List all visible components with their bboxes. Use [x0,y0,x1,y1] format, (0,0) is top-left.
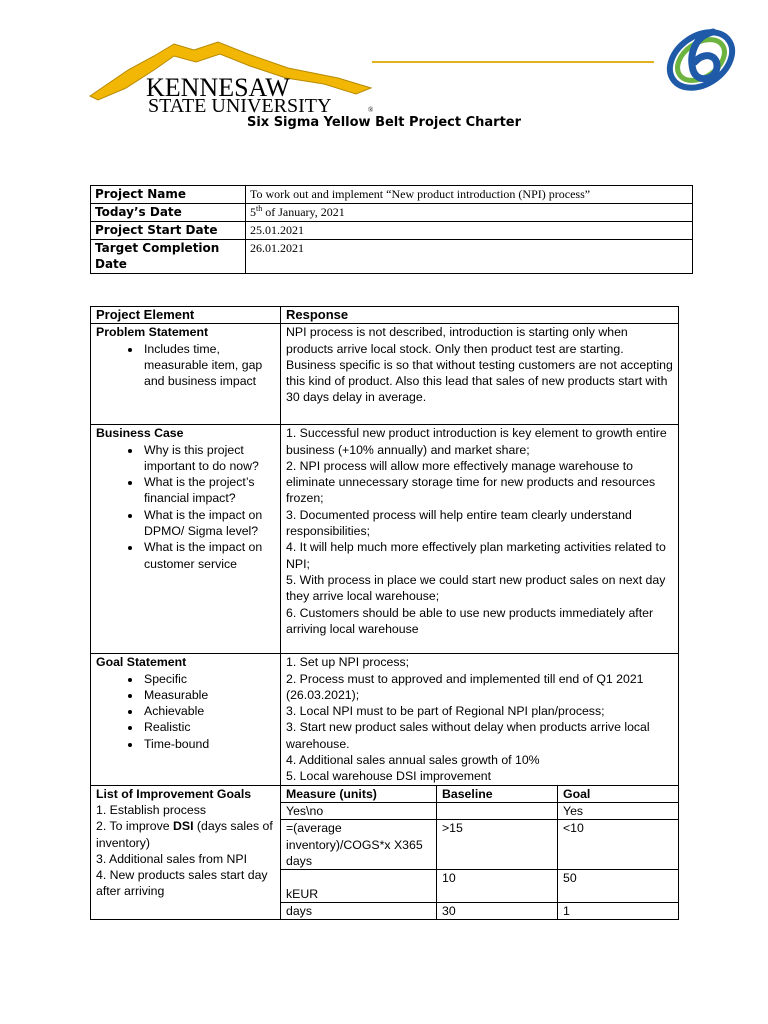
start-date-value: 25.01.2021 [246,222,693,240]
problem-response: NPI process is not described, introduction is starting only when products arrive local stock. Only then product test are starting. Business specific is so that without testing customers are not accepting this kind of product. Also this lead that sales of new products start with 30 days delay in average. [281,324,679,425]
list-item: 3. Additional sales from NPI [96,851,248,866]
list-item: • Specific [142,671,275,687]
list-item: 3. Local NPI must to be part of Regional NPI plan/process; [286,704,605,719]
goal-statement-row [91,654,679,785]
improvement-goals-label: List of Improvement Goals [96,786,252,801]
goal-cell: 1 [558,903,679,920]
goal-cell: <10 [558,820,679,870]
document-title: Six Sigma Yellow Belt Project Charter [246,115,522,130]
project-info-table [90,185,693,274]
baseline-cell [437,802,558,819]
col-measure: Measure (units) [281,785,437,802]
list-item: • Measurable [142,687,275,703]
list-item: • Time-bound [142,736,275,752]
svg-text:®: ® [368,106,374,114]
project-name-value: To work out and implement “New product introduction (NPI) process” [246,186,693,204]
list-item: 2. NPI process will allow more effectively manage warehouse to eliminate unnecessary storage time for new products and resources frozen; [286,458,656,506]
col-goal: Goal [558,785,679,802]
measure-cell: =(average inventory)/COGS*x X365 days [281,820,437,870]
start-date-label: Project Start Date [91,222,246,240]
kennesaw-state-logo [88,40,388,115]
problem-statement-cell [91,324,281,425]
problem-bullets [96,341,275,390]
list-item: 5. With process in place we could start new product sales on next day they arrive local warehouse; [286,572,666,604]
business-case-cell [91,425,281,654]
list-item: • What is the project’s financial impact? [142,474,275,507]
todays-date-label: Today’s Date [91,204,246,222]
col-baseline: Baseline [437,785,558,802]
table-row [91,222,693,240]
header-divider [372,61,654,63]
list-item: 1. Establish process [96,802,207,817]
col-project-element: Project Element [91,307,281,324]
list-item: 1. Successful new product introduction is key element to growth entire business (+10% annually) and market share; [286,426,667,457]
goal-cell: Yes [558,802,679,819]
list-item: 4. It will help much more effectively plan marketing activities related to NPI; [286,540,666,571]
list-item: • What is the impact on DPMO/ Sigma level? [142,507,275,540]
list-item: 4. New products sales start day after arriving [96,868,268,899]
measure-cell: Yes\no [281,802,437,819]
goal-response [281,654,679,785]
business-response [281,425,679,654]
list-item: 2. To improve DSI (days sales of inventory) [96,819,273,850]
problem-statement-label: Problem Statement [96,325,209,340]
list-item: 3. Start new product sales without delay when products arrive local warehouse. [286,720,650,751]
list-item: 6. Customers should be able to use new products immediately after arriving local warehouse [286,605,654,636]
measure-cell: kEUR [281,870,437,903]
baseline-cell: >15 [437,820,558,870]
list-item: 4. Additional sales annual sales growth of 10% [286,753,540,768]
business-case-row [91,425,679,654]
baseline-cell: 30 [437,903,558,920]
target-completion-label: Target Completion Date [91,240,246,274]
table-row [91,204,693,222]
baseline-cell: 10 [437,870,558,903]
goal-statement-cell [91,654,281,785]
table-header-row [91,307,679,324]
list-item: 5. Local warehouse DSI improvement [286,769,492,784]
list-item: • Achievable [142,703,275,719]
list-item: 3. Documented process will help entire team clearly understand responsibilities; [286,507,632,539]
project-name-label: Project Name [91,186,246,204]
list-item: 2. Process must to approved and implemented till end of Q1 2021 (26.03.2021); [286,671,644,702]
business-bullets [96,442,275,572]
list-item: 1. Set up NPI process; [286,655,410,670]
col-response: Response [281,307,679,324]
list-item: • What is the impact on customer service [142,539,275,572]
problem-statement-row [91,324,679,425]
todays-date-value: 5th of January, 2021 [246,204,693,222]
goal-bullets [96,671,275,752]
ksu-line2: STATE UNIVERSITY [148,95,332,115]
six-sigma-logo [655,10,745,100]
table-row [91,186,693,204]
goal-statement-label: Goal Statement [96,655,187,670]
ksu-line1: KENNESAW [146,73,290,102]
list-item: • Includes time, measurable item, gap and business impact [142,341,275,390]
improvement-header-row [91,785,679,802]
goal-cell: 50 [558,870,679,903]
list-item: • Realistic [142,719,275,735]
business-case-label: Business Case [96,426,184,441]
charter-table [90,306,679,920]
list-item: • Why is this project important to do now? [142,442,275,475]
measure-cell: days [281,903,437,920]
table-row [91,240,693,274]
improvement-goals-cell [91,785,281,920]
target-completion-value: 26.01.2021 [246,240,693,274]
